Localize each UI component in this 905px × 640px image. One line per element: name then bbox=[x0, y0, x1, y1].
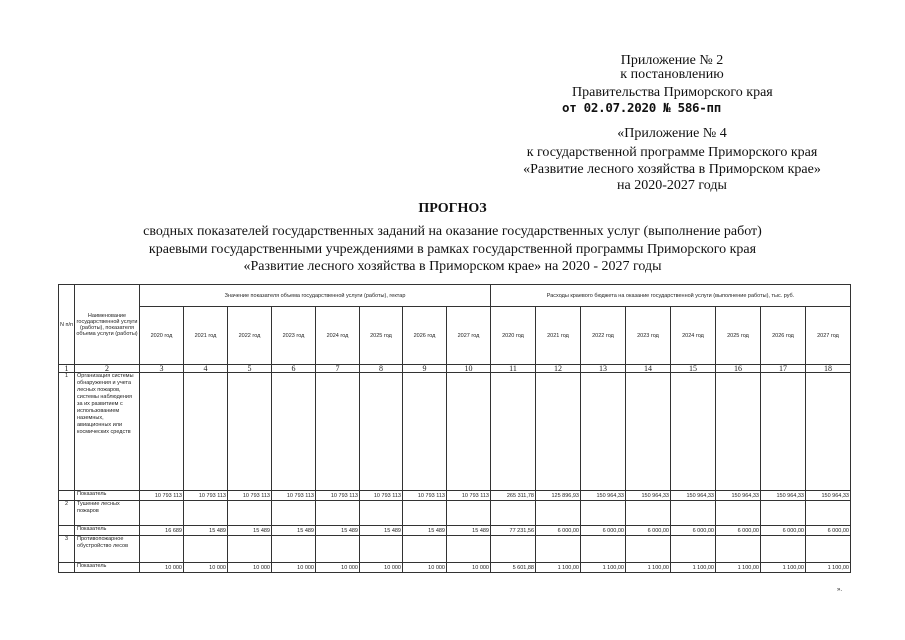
column-number: 17 bbox=[761, 365, 806, 373]
volume-value: 15 489 bbox=[272, 526, 316, 536]
col-header-num: N п/п bbox=[59, 285, 75, 365]
subtitle-line-2: краевыми государственными учреждениями в рамках государственной программы Приморского края bbox=[148, 242, 757, 257]
expense-value: 1 100,00 bbox=[761, 563, 806, 573]
indicator-label: Показатель bbox=[75, 563, 140, 573]
empty-cell bbox=[360, 501, 403, 526]
empty-cell bbox=[316, 501, 360, 526]
empty-cell bbox=[59, 491, 75, 501]
service-name: Организация системы обнаружения и учета лесных пожаров, системы наблюдения за их развитием с использованием наземных, авиационных или космических средств bbox=[75, 373, 140, 491]
empty-cell bbox=[581, 501, 626, 526]
expense-value: 150 964,33 bbox=[761, 491, 806, 501]
empty-cell bbox=[491, 536, 536, 563]
empty-cell bbox=[447, 536, 491, 563]
volume-value: 10 000 bbox=[272, 563, 316, 573]
column-number: 10 bbox=[447, 365, 491, 373]
service-name: Тушение лесных пожаров bbox=[75, 501, 140, 526]
program-name: «Развитие лесного хозяйства в Приморском крае» bbox=[523, 162, 821, 177]
volume-value: 16 689 bbox=[140, 526, 184, 536]
empty-cell bbox=[316, 536, 360, 563]
column-number: 18 bbox=[806, 365, 851, 373]
expense-value: 1 100,00 bbox=[626, 563, 671, 573]
volume-value: 10 000 bbox=[184, 563, 228, 573]
volume-value: 10 793 113 bbox=[403, 491, 447, 501]
volume-value: 10 793 113 bbox=[184, 491, 228, 501]
empty-cell bbox=[228, 536, 272, 563]
volume-value: 10 793 113 bbox=[140, 491, 184, 501]
column-number: 12 bbox=[536, 365, 581, 373]
closing-quote: ». bbox=[837, 587, 843, 593]
expense-value: 265 311,78 bbox=[491, 491, 536, 501]
column-number: 13 bbox=[581, 365, 626, 373]
empty-cell bbox=[671, 373, 716, 491]
empty-cell bbox=[228, 373, 272, 491]
empty-cell bbox=[716, 536, 761, 563]
expense-value: 6 000,00 bbox=[671, 526, 716, 536]
empty-cell bbox=[272, 536, 316, 563]
indicator-row bbox=[59, 491, 851, 501]
empty-cell bbox=[716, 373, 761, 491]
volume-value: 15 489 bbox=[447, 526, 491, 536]
year-header-volume: 2020 год bbox=[140, 307, 184, 365]
service-row bbox=[59, 501, 851, 526]
indicator-label: Показатель bbox=[75, 526, 140, 536]
column-number: 5 bbox=[228, 365, 272, 373]
empty-cell bbox=[806, 501, 851, 526]
expense-value: 1 100,00 bbox=[716, 563, 761, 573]
volume-value: 10 000 bbox=[403, 563, 447, 573]
expense-value: 5 601,88 bbox=[491, 563, 536, 573]
appendix-government: Правительства Приморского края bbox=[572, 85, 773, 100]
year-header-expense: 2027 год bbox=[806, 307, 851, 365]
column-number: 9 bbox=[403, 365, 447, 373]
year-header-expense: 2025 год bbox=[716, 307, 761, 365]
empty-cell bbox=[626, 373, 671, 491]
empty-cell bbox=[140, 373, 184, 491]
expense-value: 6 000,00 bbox=[536, 526, 581, 536]
expense-value: 150 964,33 bbox=[626, 491, 671, 501]
subtitle-line-3: «Развитие лесного хозяйства в Приморском крае» на 2020 - 2027 годы bbox=[243, 259, 662, 274]
column-number: 4 bbox=[184, 365, 228, 373]
column-number: 16 bbox=[716, 365, 761, 373]
col-group-volume: Значение показателя объема государственной услуги (работы), гектар bbox=[140, 285, 491, 307]
year-header-volume: 2024 год bbox=[316, 307, 360, 365]
empty-cell bbox=[59, 526, 75, 536]
volume-value: 10 793 113 bbox=[360, 491, 403, 501]
appendix4-title: «Приложение № 4 bbox=[617, 126, 727, 141]
year-header-volume: 2022 год bbox=[228, 307, 272, 365]
volume-value: 10 000 bbox=[140, 563, 184, 573]
column-number: 1 bbox=[59, 365, 75, 373]
empty-cell bbox=[403, 373, 447, 491]
expense-value: 150 964,33 bbox=[806, 491, 851, 501]
indicator-label: Показатель bbox=[75, 491, 140, 501]
column-number: 14 bbox=[626, 365, 671, 373]
year-header-expense: 2026 год bbox=[761, 307, 806, 365]
empty-cell bbox=[228, 501, 272, 526]
empty-cell bbox=[447, 373, 491, 491]
year-header-expense: 2021 год bbox=[536, 307, 581, 365]
volume-value: 15 489 bbox=[184, 526, 228, 536]
expense-value: 6 000,00 bbox=[806, 526, 851, 536]
empty-cell bbox=[581, 536, 626, 563]
year-header-volume: 2026 год bbox=[403, 307, 447, 365]
expense-value: 6 000,00 bbox=[716, 526, 761, 536]
empty-cell bbox=[761, 373, 806, 491]
order-number: от 02.07.2020 № 586-пп bbox=[562, 100, 721, 115]
empty-cell bbox=[671, 536, 716, 563]
col-group-expenses: Расходы краевого бюджета на оказание государственной услуги (выполнение работы), тыс. руб. bbox=[491, 285, 851, 307]
empty-cell bbox=[403, 501, 447, 526]
volume-value: 10 000 bbox=[447, 563, 491, 573]
expense-value: 6 000,00 bbox=[761, 526, 806, 536]
row-number: 2 bbox=[59, 501, 75, 526]
expense-value: 1 100,00 bbox=[806, 563, 851, 573]
volume-value: 10 000 bbox=[316, 563, 360, 573]
program-years: на 2020-2027 годы bbox=[617, 178, 727, 193]
column-number: 6 bbox=[272, 365, 316, 373]
column-number: 7 bbox=[316, 365, 360, 373]
empty-cell bbox=[272, 501, 316, 526]
service-row bbox=[59, 373, 851, 491]
expense-value: 1 100,00 bbox=[581, 563, 626, 573]
year-header-volume: 2025 год bbox=[360, 307, 403, 365]
col-header-name: Наименование государственной услуги (работы), показателя объема услуги (работы) bbox=[75, 285, 140, 365]
appendix-to: к постановлению bbox=[620, 67, 724, 82]
service-name: Противопожарное обустройство лесов bbox=[75, 536, 140, 563]
year-header-expense: 2024 год bbox=[671, 307, 716, 365]
empty-cell bbox=[316, 373, 360, 491]
document-title: ПРОГНОЗ bbox=[418, 201, 487, 216]
empty-cell bbox=[626, 536, 671, 563]
empty-cell bbox=[491, 373, 536, 491]
expense-value: 1 100,00 bbox=[671, 563, 716, 573]
row-number: 1 bbox=[59, 373, 75, 491]
program-ref: к государственной программе Приморского края bbox=[526, 145, 818, 160]
column-number: 15 bbox=[671, 365, 716, 373]
expense-value: 6 000,00 bbox=[581, 526, 626, 536]
empty-cell bbox=[184, 536, 228, 563]
indicator-row bbox=[59, 526, 851, 536]
empty-cell bbox=[536, 501, 581, 526]
expense-value: 77 231,56 bbox=[491, 526, 536, 536]
expense-value: 150 964,33 bbox=[581, 491, 626, 501]
empty-cell bbox=[59, 563, 75, 573]
empty-cell bbox=[184, 373, 228, 491]
column-number: 2 bbox=[75, 365, 140, 373]
empty-cell bbox=[272, 373, 316, 491]
year-header-volume: 2027 год bbox=[447, 307, 491, 365]
service-row bbox=[59, 536, 851, 563]
indicator-row bbox=[59, 563, 851, 573]
volume-value: 10 793 113 bbox=[228, 491, 272, 501]
year-header-volume: 2021 год bbox=[184, 307, 228, 365]
year-header-volume: 2023 год bbox=[272, 307, 316, 365]
empty-cell bbox=[806, 373, 851, 491]
row-number: 3 bbox=[59, 536, 75, 563]
empty-cell bbox=[360, 373, 403, 491]
empty-cell bbox=[536, 373, 581, 491]
year-header-expense: 2022 год bbox=[581, 307, 626, 365]
expense-value: 1 100,00 bbox=[536, 563, 581, 573]
empty-cell bbox=[491, 501, 536, 526]
empty-cell bbox=[806, 536, 851, 563]
expense-value: 6 000,00 bbox=[626, 526, 671, 536]
year-header-expense: 2023 год bbox=[626, 307, 671, 365]
volume-value: 10 793 113 bbox=[447, 491, 491, 501]
empty-cell bbox=[140, 501, 184, 526]
year-header-expense: 2020 год bbox=[491, 307, 536, 365]
volume-value: 10 793 113 bbox=[272, 491, 316, 501]
subtitle-line-1: сводных показателей государственных заданий на оказание государственных услуг (выполнение работ) bbox=[143, 224, 762, 239]
empty-cell bbox=[581, 373, 626, 491]
empty-cell bbox=[447, 501, 491, 526]
expense-value: 150 964,33 bbox=[716, 491, 761, 501]
column-number: 11 bbox=[491, 365, 536, 373]
volume-value: 10 000 bbox=[360, 563, 403, 573]
empty-cell bbox=[184, 501, 228, 526]
forecast-table bbox=[58, 284, 851, 573]
column-number: 8 bbox=[360, 365, 403, 373]
expense-value: 150 964,33 bbox=[671, 491, 716, 501]
empty-cell bbox=[761, 501, 806, 526]
volume-value: 15 489 bbox=[403, 526, 447, 536]
empty-cell bbox=[403, 536, 447, 563]
empty-cell bbox=[716, 501, 761, 526]
empty-cell bbox=[626, 501, 671, 526]
column-number: 3 bbox=[140, 365, 184, 373]
volume-value: 10 000 bbox=[228, 563, 272, 573]
empty-cell bbox=[761, 536, 806, 563]
empty-cell bbox=[671, 501, 716, 526]
empty-cell bbox=[140, 536, 184, 563]
expense-value: 125 896,93 bbox=[536, 491, 581, 501]
volume-value: 15 489 bbox=[316, 526, 360, 536]
volume-value: 15 489 bbox=[228, 526, 272, 536]
volume-value: 10 793 113 bbox=[316, 491, 360, 501]
volume-value: 15 489 bbox=[360, 526, 403, 536]
empty-cell bbox=[536, 536, 581, 563]
appendix-title: Приложение № 2 bbox=[620, 53, 724, 68]
empty-cell bbox=[360, 536, 403, 563]
